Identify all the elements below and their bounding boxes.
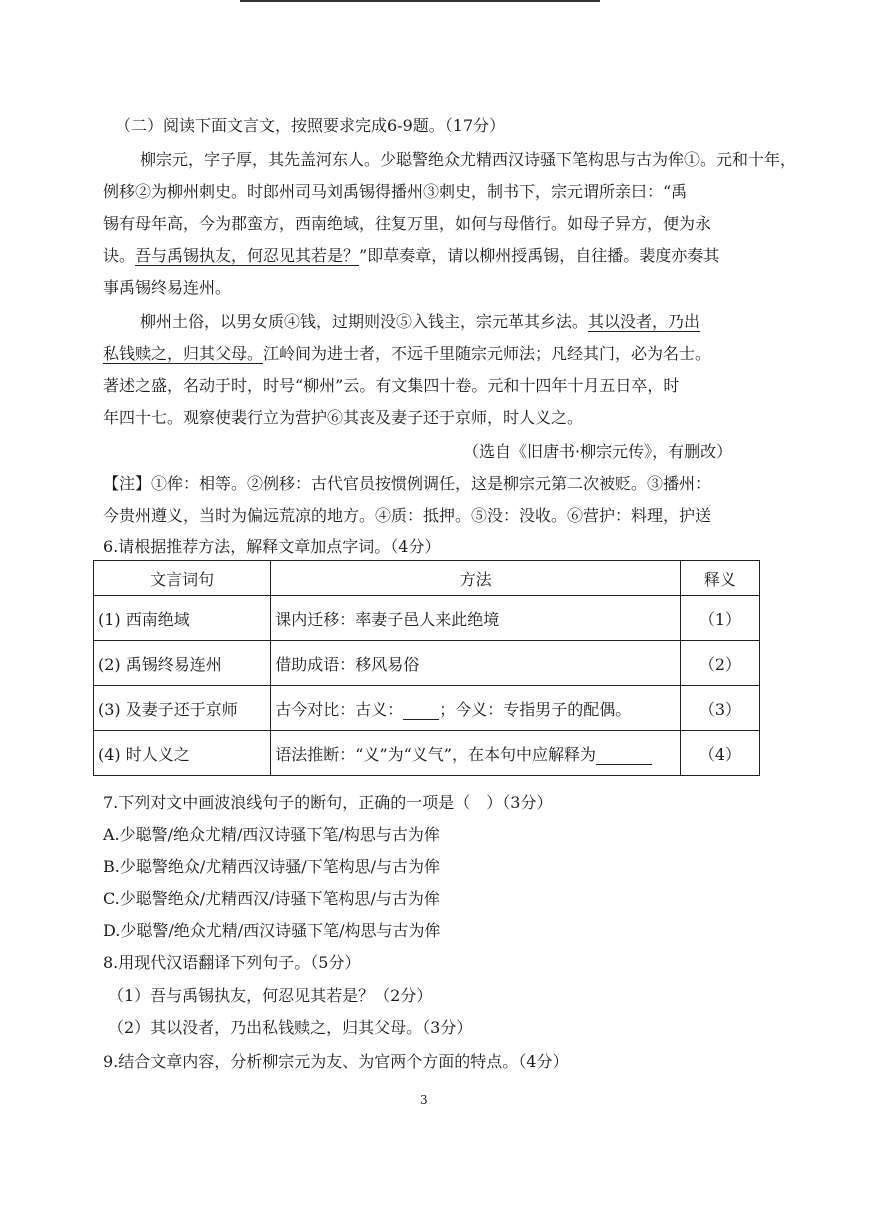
fill-blank[interactable] <box>403 703 439 720</box>
annotation-line2: 今贵州遵义，当时为偏远荒凉的地方。④质：抵押。⑤没：没收。⑥营护：料理，护送 <box>103 506 712 525</box>
phrase-cell: (4) 时人义之 <box>94 731 271 776</box>
passage-text: 柳州土俗，以男女质④钱，过期则没⑤入钱主，宗元革其乡法。 <box>140 312 589 331</box>
table-header-cell: 方法 <box>271 561 681 596</box>
passage-p2-line4: 年四十七。观察使裴行立为营护⑥其丧及妻子还于京师，时人义之。 <box>103 408 584 427</box>
section-title: （二）阅读下面文言文，按照要求完成6-9题。（17分） <box>115 116 506 135</box>
passage-text: 江岭间为进士者，不远千里随宗元师法；凡经其门，必为名士。 <box>263 344 712 363</box>
passage-p2-line3: 著述之盛，名动于时，时号“柳州”云。有文集四十卷。元和十四年十月五日卒，时 <box>103 376 680 395</box>
passage-p1-line1 <box>140 150 800 170</box>
table-row <box>94 731 760 776</box>
question-7-option-a[interactable]: A.少聪警/绝众尤精/西汉诗骚下笔/构思与古为侔 <box>103 825 440 844</box>
method-table <box>93 560 760 776</box>
page-number: 3 <box>420 1093 428 1107</box>
answer-cell[interactable]: （3） <box>680 686 759 731</box>
underlined-sentence: 吾与禹锡执友，何忍见其若是？ <box>135 246 360 265</box>
method-cell: 课内迁移：率妻子邑人来此绝境 <box>271 596 681 641</box>
phrase-cell: (1) 西南绝域 <box>94 596 271 641</box>
question-7-option-d[interactable]: D.少聪警/绝众尤精/西汉诗骚下笔/构思与古为侔 <box>103 921 441 940</box>
passage-p2-line2 <box>103 344 763 364</box>
method-text: 语法推断：“义”为“义气”，在本句中应解释为 <box>275 744 596 764</box>
answer-cell[interactable]: （1） <box>680 596 759 641</box>
underlined-sentence: 其以没者，乃出 <box>588 312 701 331</box>
passage-text: 柳宗元，字子厚，其先盖河东人。少聪警绝众尤精西汉诗骚下笔构思与古为侔①。元和十年， <box>140 150 797 169</box>
passage-text: ”即草奏章，请以柳州授禹锡，自往播。裴度亦奏其 <box>359 246 720 265</box>
table-row <box>94 686 760 731</box>
passage-p1-line5: 事禹锡终易连州。 <box>103 278 232 297</box>
top-border-line <box>240 0 600 2</box>
answer-cell[interactable]: （2） <box>680 641 759 686</box>
passage-text: 诀。 <box>103 246 136 265</box>
question-6-stem: 6.请根据推荐方法，解释文章加点字词。（4分） <box>103 537 441 556</box>
question-7-option-c[interactable]: C.少聪警绝众/尤精西汉/诗骚下笔构思/与古为侔 <box>103 889 440 908</box>
phrase-cell: (3) 及妻子还于京师 <box>94 686 271 731</box>
annotation-line1: 【注】①侔：相等。②例移：古代官员按惯例调任，这是柳宗元第二次被贬。③播州： <box>103 474 712 493</box>
passage-p1-line4 <box>103 246 763 266</box>
question-8-sentence-2: （2）其以没者，乃出私钱赎之，归其父母。（3分） <box>108 1018 473 1037</box>
passage-p2-line1 <box>140 312 800 332</box>
underlined-sentence: 私钱赎之，归其父母。 <box>103 344 264 363</box>
question-8-stem: 8.用现代汉语翻译下列句子。（5分） <box>103 953 361 972</box>
question-7-option-b[interactable]: B.少聪警绝众/尤精西汉诗骚/下笔构思/与古为侔 <box>103 857 441 876</box>
method-text: 古今对比：古义： <box>275 699 404 719</box>
method-cell <box>271 686 681 731</box>
table-header-row <box>94 561 760 596</box>
fill-blank[interactable] <box>596 748 652 765</box>
question-8-sentence-1: （1）吾与禹锡执友，何忍见其若是？（2分） <box>108 986 433 1005</box>
phrase-cell: (2) 禹锡终易连州 <box>94 641 271 686</box>
table-header-cell: 释义 <box>680 561 759 596</box>
passage-p1-line2: 例移②为柳州刺史。时郎州司马刘禹锡得播州③刺史，制书下，宗元谓所亲曰：“禹 <box>103 182 688 201</box>
question-9-stem: 9.结合文章内容，分析柳宗元为友、为官两个方面的特点。（4分） <box>103 1052 569 1071</box>
method-cell <box>271 731 681 776</box>
method-cell: 借助成语：移风易俗 <box>271 641 681 686</box>
answer-cell[interactable]: （4） <box>680 731 759 776</box>
method-text: ；今义：专指男子的配偶。 <box>439 699 632 719</box>
table-header-cell: 文言词句 <box>94 561 271 596</box>
question-7-stem: 7.下列对文中画波浪线句子的断句，正确的一项是（ ）（3分） <box>103 793 553 812</box>
passage-p1-line3: 锡有母年高，今为郡蛮方，西南绝域，往复万里，如何与母偕行。如母子异方，便为永 <box>103 214 712 233</box>
table-row <box>94 596 760 641</box>
table-row <box>94 641 760 686</box>
passage-source: （选自《旧唐书·柳宗元传》，有删改） <box>463 442 733 461</box>
